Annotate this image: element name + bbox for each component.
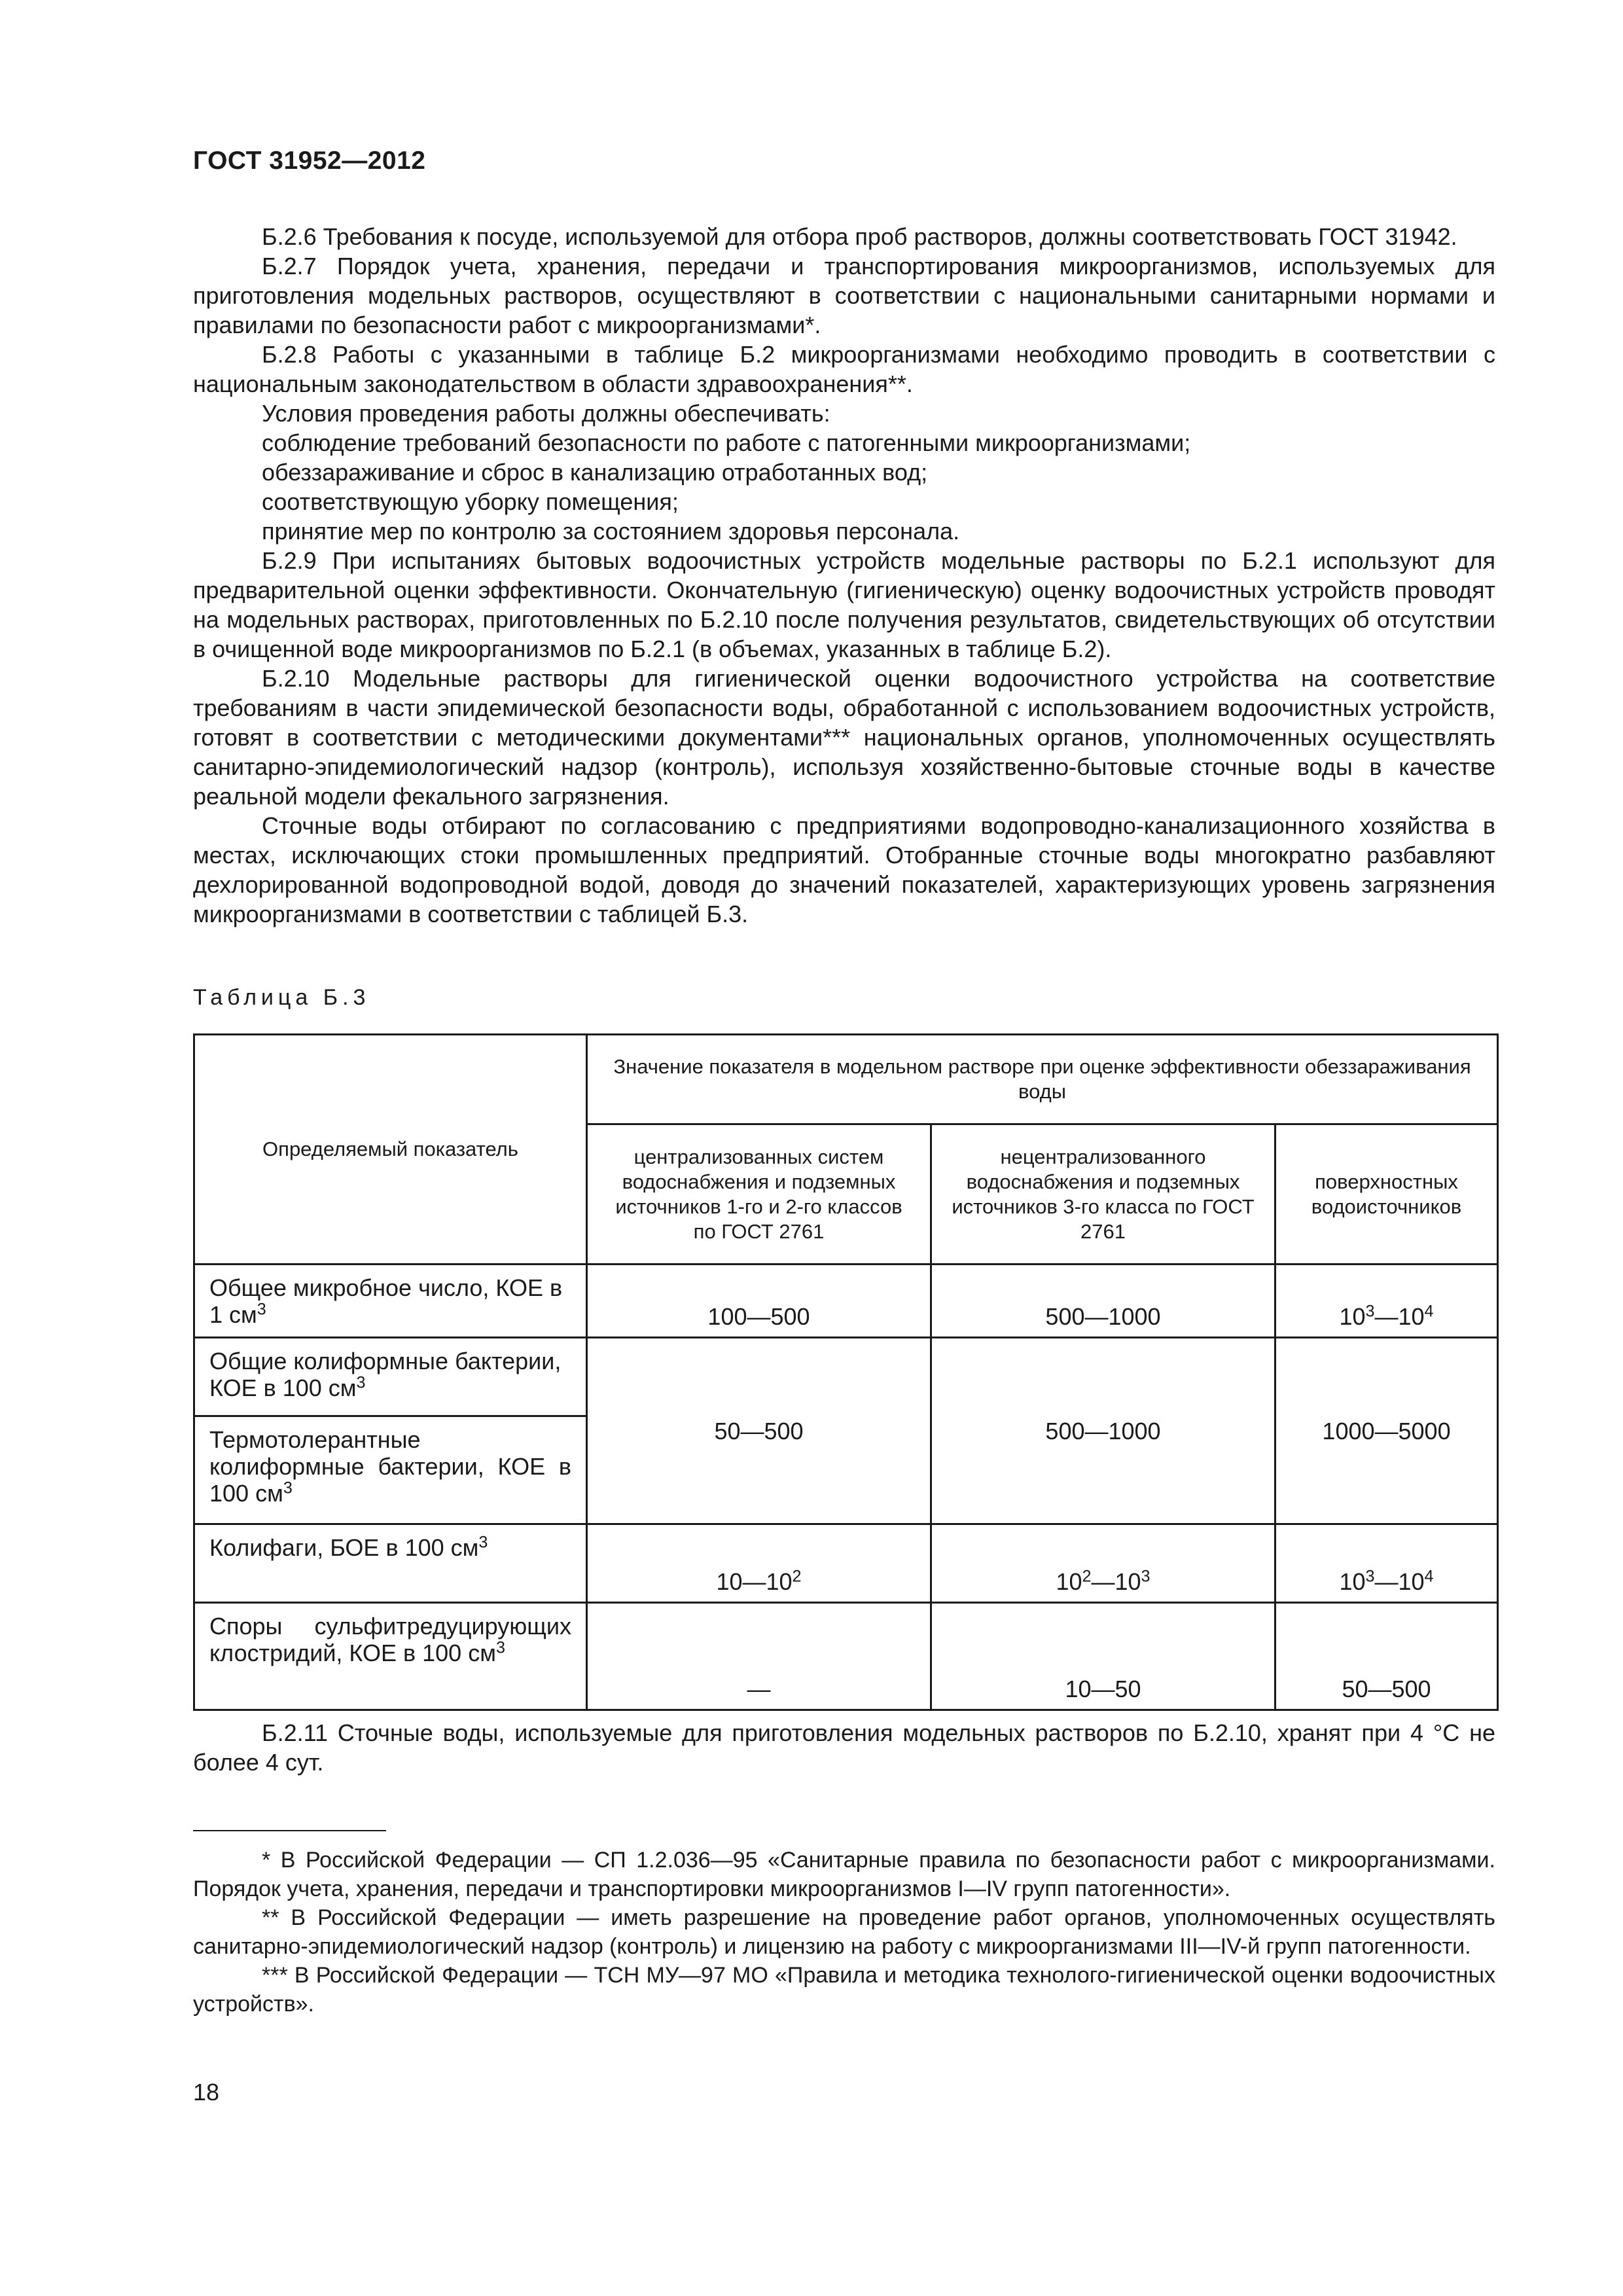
footnote: *** В Российской Федерации — ТСН МУ—97 МО «Правила и методика технолого-гигиенической оценки водоочистных устройств».	[193, 1963, 1495, 2017]
footnote: * В Российской Федерации — СП 1.2.036—95 «Санитарные правила по безопасности работ с микроорганизмами. Порядок учета, хранения, передачи и транспортировки микроорганизмов I—IV групп патогенности».	[193, 1848, 1495, 1901]
row-label: Колифаги, БОЕ в 100 $см^3$	[194, 1524, 587, 1603]
header-centralized: централизованных систем водоснабжения и подземных источников 1-го и 2-го классов по ГОСТ 2761	[587, 1124, 931, 1265]
cell-value: 500—1000	[931, 1338, 1275, 1524]
cell-value: 500—1000	[931, 1265, 1275, 1338]
cell-value: $10^3—10^4$	[1275, 1524, 1498, 1603]
header-value-group: Значение показателя в модельном растворе при оценке эффективности обеззараживания воды	[587, 1035, 1498, 1124]
row-label: Общие колиформные бактерии, КОЕ в 100 $см^3$	[194, 1338, 587, 1416]
paragraph-b-2-10: Б.2.10 Модельные растворы для гигиенической оценки водоочистного устройства на соответствие требованиям в части эпидемической безопасности воды, обработанной с использованием водоочистных устройств, готовят в соответствии с методическими документами*** национальных органов, уполномоченных осуществлять санитарно-эпидемиологический надзор (контроль), используя хозяйственно-бытовые сточные воды в качестве реальной модели фекального загрязнения.	[193, 665, 1495, 810]
paragraph-b-2-11: Б.2.11 Сточные воды, используемые для приготовления модельных растворов по Б.2.10, хранят при 4 °С не более 4 сут.	[193, 1719, 1495, 1776]
paragraph-b-2-9: Б.2.9 При испытаниях бытовых водоочистных устройств модельные растворы по Б.2.1 используют для предварительной оценки эффективности. Окончательную (гигиеническую) оценку водоочистных устройств проводят на модельных растворах, приготовленных по Б.2.10 после получения результатов, свидетельствующих об отсутствии в очищенной воде микроорганизмов по Б.2.1 (в объемах, указанных в таблице Б.2).	[193, 547, 1495, 662]
cell-value: 100—500	[587, 1265, 931, 1338]
page-number: 18	[193, 2079, 220, 2106]
cell-value: 1000—5000	[1275, 1338, 1498, 1524]
table-row	[194, 1338, 1498, 1416]
header-parameter: Определяемый показатель	[194, 1035, 587, 1265]
footnote: ** В Российской Федерации — иметь разрешение на проведение работ органов, уполномоченных осуществлять санитарно-эпидемиологический надзор (контроль) и лицензию на работу с микроорганизмами III—IV-й групп патогенности.	[193, 1905, 1495, 1959]
footnotes	[193, 1846, 1495, 2018]
table-row	[194, 1265, 1498, 1338]
cell-value: $10^2—10^3$	[931, 1524, 1275, 1603]
condition-item: принятие мер по контролю за состоянием здоровья персонала.	[262, 518, 960, 545]
paragraph-wastewater: Сточные воды отбирают по согласованию с предприятиями водопроводно-канализационного хозяйства в местах, исключающих стоки промышленных предприятий. Отобранные сточные воды многократно разбавляют дехлорированной водопроводной водой, доводя до значений показателей, характеризующих уровень загрязнения микроорганизмами в соответствии с таблицей Б.3.	[193, 812, 1495, 927]
cell-value: 50—500	[1275, 1603, 1498, 1710]
table-row	[194, 1603, 1498, 1710]
document-header: ГОСТ 31952—2012	[193, 147, 426, 175]
condition-item: соответствующую уборку помещения;	[262, 488, 679, 515]
row-label: Споры сульфитредуцирующих клостридий, КОЕ в 100 $см^3$	[194, 1603, 587, 1710]
condition-item: соблюдение требований безопасности по работе с патогенными микроорганизмами;	[262, 429, 1191, 456]
after-table-text	[193, 1718, 1495, 1777]
conditions-intro: Условия проведения работы должны обеспечивать:	[262, 400, 830, 427]
cell-value: 50—500	[587, 1338, 931, 1524]
table-row	[194, 1524, 1498, 1603]
paragraph-b-2-8: Б.2.8 Работы с указанными в таблице Б.2 микроорганизмами необходимо проводить в соответствии с национальным законодательством в области здравоохранения**.	[193, 341, 1495, 397]
cell-value: 10—50	[931, 1603, 1275, 1710]
footnote-divider	[193, 1830, 386, 1831]
paragraph-b-2-7: Б.2.7 Порядок учета, хранения, передачи и транспортирования микроорганизмов, используемых для приготовления модельных растворов, осуществляют в соответствии с национальными санитарными нормами и правилами по безопасности работ с микроорганизмами*.	[193, 253, 1495, 338]
header-decentralized: нецентрализованного водоснабжения и подземных источников 3-го класса по ГОСТ 2761	[931, 1124, 1275, 1265]
row-label: Термотолерантные колиформные бактерии, КОЕ в 100 $см^3$	[194, 1416, 587, 1524]
condition-item: обеззараживание и сброс в канализацию отработанных вод;	[262, 459, 928, 486]
cell-value: —	[587, 1603, 931, 1710]
table-b3	[193, 1033, 1499, 1711]
header-surface: поверхностных водоисточников	[1275, 1124, 1498, 1265]
main-body	[193, 222, 1495, 929]
table-caption: Таблица Б.3	[193, 985, 370, 1010]
row-label: Общее микробное число, КОЕ в 1 $см^3$	[194, 1265, 587, 1338]
cell-value: $10^3—10^4$	[1275, 1265, 1498, 1338]
paragraph-b-2-6: Б.2.6 Требования к посуде, используемой для отбора проб растворов, должны соответствовать ГОСТ 31942.	[262, 223, 1457, 250]
cell-value: $10—10^2$	[587, 1524, 931, 1603]
